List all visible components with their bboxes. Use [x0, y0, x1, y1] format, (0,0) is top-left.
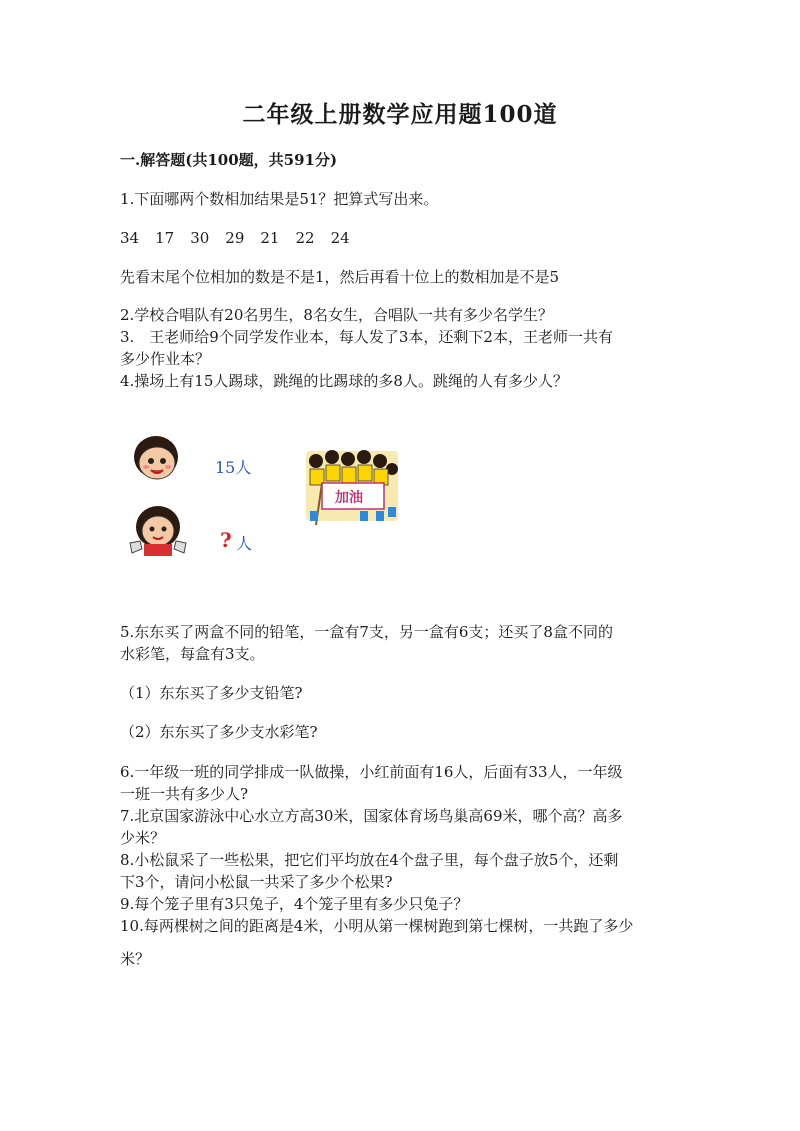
question-2: 2.学校合唱队有20名男生，8名女生，合唱队一共有多少名学生？: [120, 306, 553, 324]
question-10-line1: 10.每两棵树之间的距离是4米，小明从第一棵树跑到第七棵树，一共跑了多少: [120, 917, 634, 935]
girl-count-unit: 人: [236, 534, 253, 553]
question-6-line2: 一班一共有多少人?: [120, 785, 249, 803]
question-9: 9.每个笼子里有3只兔子，4个笼子里有多少只兔子？: [120, 895, 469, 913]
question-10-line2: 米？: [120, 950, 151, 968]
boy-face-icon: [134, 436, 178, 479]
number-option: 34: [120, 229, 140, 247]
boy-count-label: 15人: [215, 458, 252, 477]
question-7-line2: 少米？: [120, 829, 166, 847]
number-option: 21: [260, 229, 280, 247]
question-7-line1: 7.北京国家游泳中心水立方高30米，国家体育场鸟巢高69米，哪个高？高多: [120, 807, 623, 825]
question-1-numbers: [120, 227, 366, 249]
question-6-line1: 6.一年级一班的同学排成一队做操，小红前面有16人，后面有33人，一年级: [120, 763, 623, 781]
question-5-line1: 5.东东买了两盒不同的铅笔，一盒有7支，另一盒有6支；还买了8盒不同的: [120, 623, 613, 641]
question-4-illustration: [120, 425, 420, 565]
girl-face-icon: [130, 506, 186, 556]
number-option: 29: [225, 229, 245, 247]
question-1-text: 1.下面哪两个数相加结果是51？把算式写出来。: [120, 190, 439, 208]
number-option: 24: [330, 229, 350, 247]
question-5-sub1: （1）东东买了多少支铅笔?: [120, 684, 303, 702]
question-3-line2: 多少作业本？: [120, 350, 211, 368]
page-title: 二年级上册数学应用题100道: [242, 101, 558, 128]
illustration-svg: [120, 425, 420, 565]
number-option: 22: [295, 229, 315, 247]
question-4: 4.操场上有15人踢球，跳绳的比踢球的多8人。跳绳的人有多少人？: [120, 372, 568, 390]
section-heading: 一.解答题(共100题，共591分): [120, 151, 338, 169]
question-1-hint: 先看末尾个位相加的数是不是1，然后再看十位上的数相加是不是5: [120, 268, 560, 286]
number-option: 17: [155, 229, 175, 247]
number-option: 30: [190, 229, 210, 247]
question-5-sub2: （2）东东买了多少支水彩笔?: [120, 723, 318, 741]
question-mark-label: ?: [220, 528, 232, 552]
question-8-line1: 8.小松鼠采了一些松果，把它们平均放在4个盘子里，每个盘子放5个，还剩: [120, 851, 619, 869]
question-8-line2: 下3个，请问小松鼠一共采了多少个松果?: [120, 873, 393, 891]
question-3-line1: 3. 王老师给9个同学发作业本，每人发了3本，还剩下2本，王老师一共有: [120, 328, 613, 346]
question-5-line2: 水彩笔，每盒有3支。: [120, 645, 265, 663]
flag-text: 加油: [335, 490, 363, 506]
